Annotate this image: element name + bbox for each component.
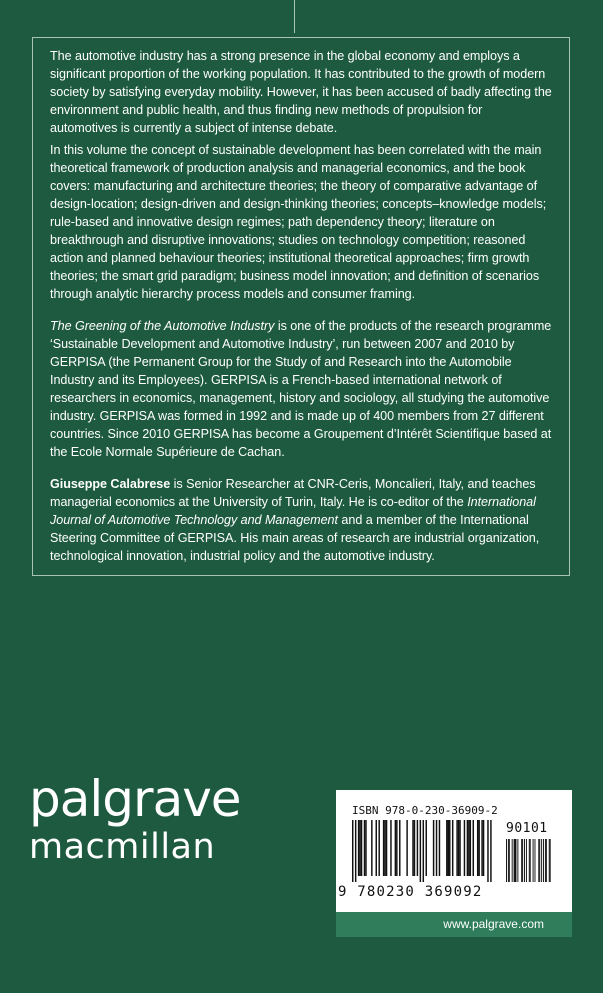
barcode-box (336, 790, 572, 912)
barcode-bar (464, 820, 465, 876)
barcode-bar (439, 820, 440, 876)
top-divider-line (294, 0, 295, 33)
barcode-bar (509, 839, 510, 882)
description-paragraph-3 (50, 317, 553, 461)
barcode-bar (530, 839, 531, 882)
ean-right-digits: 369092 (424, 884, 483, 900)
barcode-bar (508, 839, 509, 882)
barcode-bar (396, 820, 397, 876)
ean-first-digit: 9 (338, 884, 348, 900)
barcode-bar (433, 820, 434, 876)
barcode-bar (371, 820, 372, 876)
barcode-bar (529, 839, 530, 882)
programme-text: is one of the products of the research programme ‘Sustainable Development and Automotive Industry’, run between 2007 and 2010 by GERPISA (the Permanent Group for the Study of and Research into the Automobile Industry and its Employees). GERPISA is a French-based international network of researchers in economics, management, history and sociology, all studying the automotive industry. GERPISA was formed in 1992 and is made up of 400 members from 27 different countries. Since 2010 GERPISA has become a Groupement d’Intérêt Scientifique based at the Ecole Normale Supérieure de Cachan. (50, 319, 552, 459)
barcode-bar (352, 820, 353, 882)
barcode-bar (376, 820, 377, 876)
barcode-bar (549, 839, 550, 882)
barcode-bar (384, 820, 385, 876)
barcode-bar (545, 839, 546, 882)
barcode-bar (550, 839, 551, 882)
ean-left-digits: 780230 (357, 884, 416, 900)
barcode-bar (477, 820, 478, 876)
publisher-logo-line1: palgrave (29, 770, 241, 828)
barcode-bar (468, 820, 469, 876)
ean-digits (338, 884, 482, 900)
barcode-bar (358, 820, 359, 876)
author-name: Giuseppe Calabrese (50, 477, 171, 491)
price-code: 90101 (506, 821, 548, 836)
barcode-bar (355, 820, 356, 882)
barcode-bar (521, 839, 522, 882)
barcode-bar (459, 820, 460, 876)
barcode-bar (390, 820, 391, 876)
barcode-bar (543, 839, 544, 882)
ean-barcode (352, 820, 502, 884)
barcode-bar (361, 820, 362, 876)
barcode-bar (517, 839, 518, 882)
barcode-bar (423, 820, 424, 882)
barcode-bar (526, 839, 527, 882)
barcode-bar (524, 839, 525, 882)
barcode-bar (417, 820, 418, 876)
barcode-bar (483, 820, 484, 876)
barcode-bar (539, 839, 540, 882)
barcode-bar (414, 820, 415, 876)
barcode-bar (412, 820, 413, 876)
publisher-logo (29, 771, 241, 867)
barcode-bar (522, 839, 523, 882)
barcode-bar (456, 820, 457, 876)
barcode-bar (383, 820, 384, 876)
book-title: The Greening of the Automotive Industry (50, 319, 275, 333)
barcode-bar (467, 820, 468, 876)
barcode-bar (449, 820, 450, 876)
barcode-bar (490, 820, 491, 882)
barcode-bar (458, 820, 459, 876)
bio-text-1: is Senior Researcher at CNR-Ceris, Moncalieri, Italy, and teaches managerial economics at the University of Turin, Italy. He is co-editor of the (50, 477, 536, 509)
journal-title: International Journal of Automotive Technology and Management (50, 495, 536, 527)
description-box (32, 37, 570, 576)
barcode-bar (399, 820, 400, 876)
barcode-bar (516, 839, 517, 882)
barcode-bar (481, 820, 482, 876)
barcode-bar (533, 839, 534, 882)
barcode-bar (487, 820, 488, 882)
barcode-bar (541, 839, 542, 882)
barcode-bar (359, 820, 360, 876)
barcode-bar (364, 820, 365, 876)
addon-barcode (506, 839, 556, 884)
barcode-bar (506, 839, 507, 882)
barcode-bar (446, 820, 447, 876)
barcode-bar (386, 820, 387, 876)
barcode-bar (395, 820, 396, 876)
barcode-bar (436, 820, 437, 876)
barcode-bar (512, 839, 513, 882)
barcode-bar (546, 839, 547, 882)
barcode-bar (473, 820, 474, 876)
barcode-bar (470, 820, 471, 876)
barcode-bar (452, 820, 453, 876)
barcode-bar (365, 820, 366, 876)
barcode-bar (406, 820, 407, 876)
barcode-bar (538, 839, 539, 882)
barcode-bar (420, 820, 421, 882)
barcode-bar (478, 820, 479, 876)
barcode-bar (448, 820, 449, 876)
isbn-label: ISBN 978-0-230-36909-2 (352, 804, 498, 817)
website-url[interactable]: www.palgrave.com (336, 912, 572, 937)
description-paragraph-2: In this volume the concept of sustainable development has been correlated with the main theoretical framework of production analysis and managerial economics, and the book covers: manufacturing and architecture theories; the theory of comparative advantage of design-location; design-driven and design-thinking theories; concepts–knowledge models; rule-based and innovative design regimes; path dependency theory; literature on breakthrough and disruptive innovations; studies on technology competition; reasoned action and planned behaviour theories; institutional theoretical approaches; firm growth theories; the smart grid paradigm; business model innovation; and definition of scenarios through analytic hierarchy process models and consumer framing. (50, 143, 547, 301)
barcode-bar (515, 839, 516, 882)
barcode-bar (426, 820, 427, 876)
publisher-logo-line2: macmillan (29, 827, 216, 867)
description-paragraph-1: The automotive industry has a strong presence in the global economy and employs a significant proportion of the working population. It has contributed to the growth of modern society by satisfying everyday mobility. However, it has been accused of badly affecting the environment and public health, and thus finding new methods of propulsion for automotives is currently a subject of intense debate. (50, 49, 552, 135)
barcode-bar (378, 820, 379, 876)
barcode-bar (535, 839, 536, 882)
author-bio (50, 475, 553, 565)
bio-text-2: and a member of the International Steering Committee of GERPISA. His main areas of research are industrial organization, technological innovation, industrial policy and the automotive industry. (50, 513, 540, 563)
barcode-bar (514, 839, 515, 882)
